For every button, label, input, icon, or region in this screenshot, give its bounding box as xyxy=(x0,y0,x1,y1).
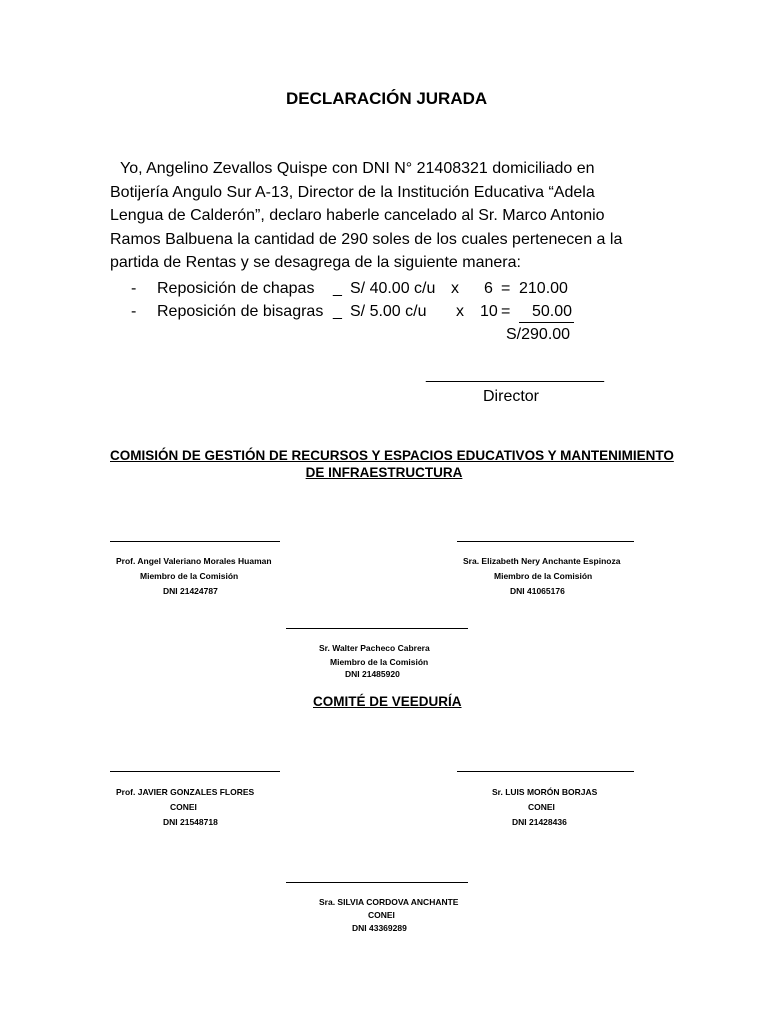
committee-heading: COMITÉ DE VEEDURÍA xyxy=(313,694,462,709)
item-description: Reposición de chapas xyxy=(157,280,315,297)
signer-dni: DNI 21485920 xyxy=(345,669,400,679)
commission-heading-line: COMISIÓN DE GESTIÓN DE RECURSOS Y ESPACIOS EDUCATIVOS Y MANTENIMIENTO xyxy=(110,448,674,463)
signer-name: Prof. JAVIER GONZALES FLORES xyxy=(116,787,255,797)
document-title: DECLARACIÓN JURADA xyxy=(286,89,488,108)
item-unit-price: S/ 5.00 c/u xyxy=(350,303,427,320)
signer-role: CONEI xyxy=(528,802,555,812)
signer-name: Sra. SILVIA CORDOVA ANCHANTE xyxy=(319,897,459,907)
item-subtotal: 210.00 xyxy=(519,280,568,297)
item-qty: 10 xyxy=(480,303,498,320)
item-separator: _ xyxy=(333,303,342,320)
commission-heading xyxy=(110,448,674,480)
signer-dni: DNI 43369289 xyxy=(352,923,407,933)
total-underline xyxy=(519,322,574,323)
signature-line xyxy=(457,541,634,542)
item-bullet: - xyxy=(131,303,137,320)
item-times: x xyxy=(451,280,459,297)
director-label: Director xyxy=(483,388,540,405)
signature-line xyxy=(110,541,280,542)
signer-dni: DNI 21424787 xyxy=(163,586,218,596)
signer-dni: DNI 41065176 xyxy=(510,586,565,596)
commission-heading-line: DE INFRAESTRUCTURA xyxy=(305,465,463,480)
signer-role: CONEI xyxy=(368,910,395,920)
signer-name: Sr. Walter Pacheco Cabrera xyxy=(319,643,430,653)
item-qty: 6 xyxy=(484,280,493,297)
item-separator: _ xyxy=(333,280,342,297)
item-unit-price: S/ 40.00 c/u xyxy=(350,280,436,297)
declaration-paragraph xyxy=(110,157,650,275)
signer-dni: DNI 21548718 xyxy=(163,817,218,827)
signer-name: Sra. Elizabeth Nery Anchante Espinoza xyxy=(463,556,621,566)
signer-role: Miembro de la Comisión xyxy=(140,571,239,581)
paragraph-line: Lengua de Calderón”, declaro haberle cancelado al Sr. Marco Antonio xyxy=(110,207,605,224)
signer-name: Sr. LUIS MORÓN BORJAS xyxy=(492,787,598,797)
signer-name: Prof. Angel Valeriano Morales Huaman xyxy=(116,556,272,566)
paragraph-line: Botijería Angulo Sur A-13, Director de la Institución Educativa “Adela xyxy=(110,183,595,201)
item-times: x xyxy=(456,303,464,320)
signer-role: Miembro de la Comisión xyxy=(494,571,593,581)
signer-dni: DNI 21428436 xyxy=(512,817,567,827)
item-subtotal: 50.00 xyxy=(532,303,573,320)
paragraph-line: Yo, Angelino Zevallos Quispe con DNI N° 21408321 domiciliado en xyxy=(120,160,595,177)
total-amount: S/290.00 xyxy=(506,326,571,343)
item-equals: = xyxy=(501,303,511,320)
signature-line xyxy=(286,882,468,883)
signature-line xyxy=(110,771,280,772)
item-equals: = xyxy=(501,280,511,297)
director-signature-line: ____________________ xyxy=(426,366,604,383)
signature-line xyxy=(457,771,634,772)
item-description: Reposición de bisagras xyxy=(157,303,324,320)
signature-line xyxy=(286,628,468,629)
item-bullet: - xyxy=(131,280,137,297)
paragraph-line: Ramos Balbuena la cantidad de 290 soles de los cuales pertenecen a la xyxy=(110,230,623,248)
paragraph-line: partida de Rentas y se desagrega de la siguiente manera: xyxy=(110,254,521,271)
signer-role: CONEI xyxy=(170,802,197,812)
signer-role: Miembro de la Comisión xyxy=(330,657,429,667)
